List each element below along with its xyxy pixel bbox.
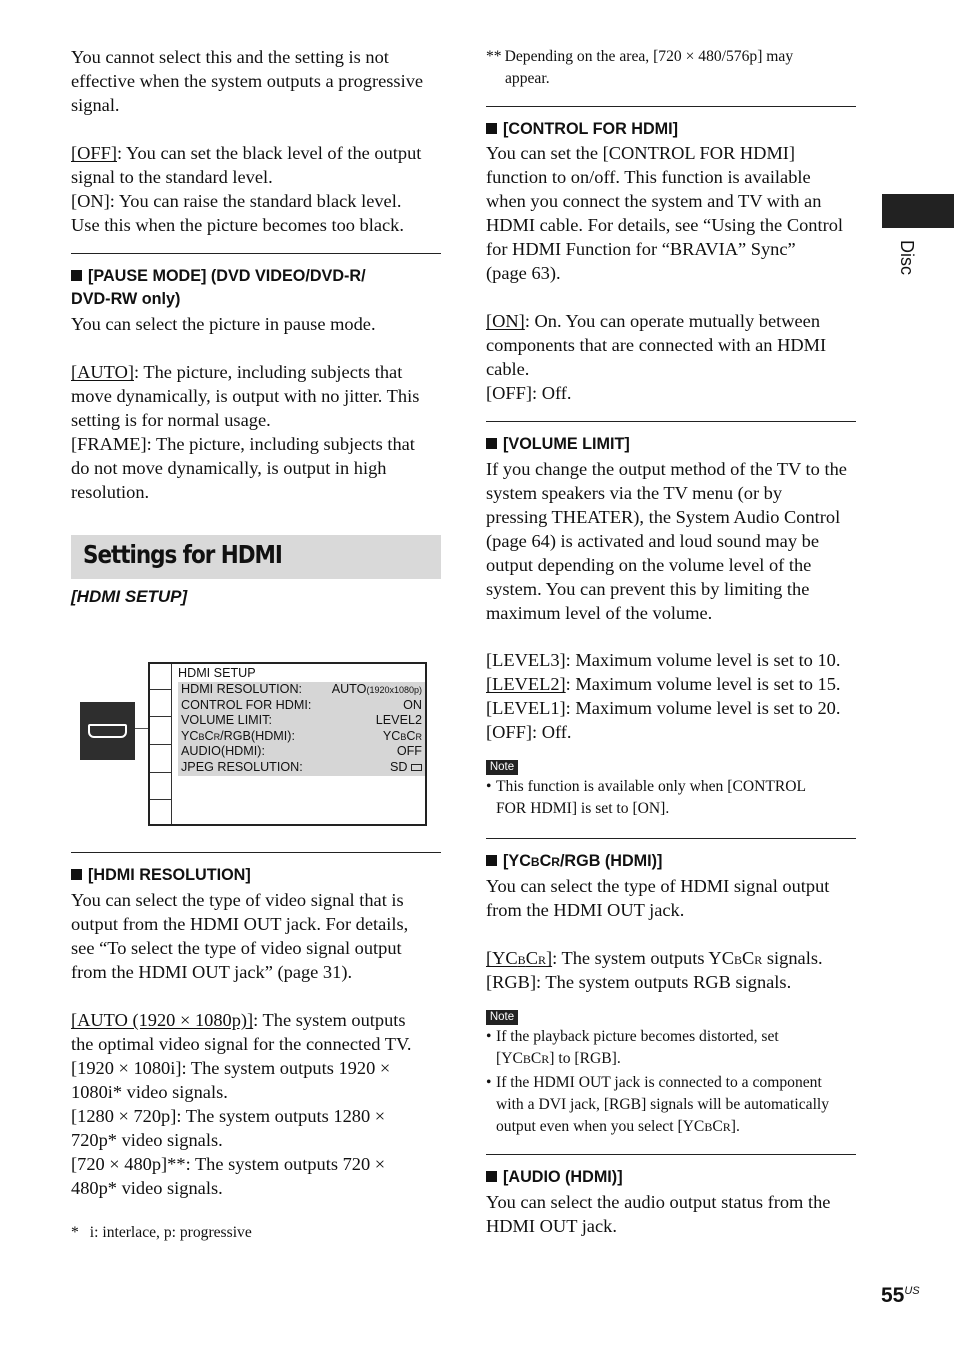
osd-strip-cell	[150, 716, 171, 717]
pause-frame-line-1: [FRAME]: The picture, including subjects that	[71, 434, 415, 454]
res-line-1: the optimal video signal for the connected TV.	[71, 1034, 412, 1054]
pause-heading-text: [PAUSE MODE] (DVD VIDEO/DVD-R/	[88, 267, 366, 285]
osd-label-part: C	[204, 728, 214, 743]
ycbcr-note-2-line-3	[486, 1116, 858, 1138]
page-suffix: US	[904, 1285, 920, 1297]
audio-heading-text: [AUDIO (HDMI)]	[503, 1168, 623, 1186]
res-auto-line	[71, 1008, 443, 1032]
note-part: C	[530, 1050, 542, 1067]
osd-value-sub: B	[400, 731, 407, 742]
footnote-area	[486, 46, 858, 68]
osd-row-value: LEVEL2	[375, 713, 422, 728]
osd-value-part: C	[406, 728, 416, 743]
note-sub: B	[704, 1120, 713, 1134]
pause-frame-line-2: do not move dynamically, is output in high	[71, 458, 387, 478]
volume-note-2: FOR HDMI] is set to [ON].	[496, 800, 670, 817]
black-off-text: : You can set the black level of the output	[117, 143, 422, 163]
osd-title: HDMI SETUP	[178, 666, 256, 680]
ycbcr-opt-sub: R	[537, 953, 546, 967]
res-desc-4: from the HDMI OUT jack” (page 31).	[71, 962, 353, 982]
divider	[71, 852, 441, 853]
pause-desc: You can select the picture in pause mode.	[71, 314, 376, 334]
volume-level2-line	[486, 672, 858, 696]
control-desc-4: HDMI cable. For details, see “Using the Control	[486, 215, 844, 235]
volume-desc-1: If you change the output method of the TV to the	[486, 459, 847, 479]
note-sub: R	[722, 1120, 731, 1134]
square-bullet-icon	[71, 270, 82, 281]
osd-label-part: /RGB(HDMI):	[220, 728, 295, 743]
square-bullet-icon	[486, 855, 497, 866]
osd-label-sub: R	[213, 731, 221, 742]
footnote-text: Depending on the area, [720 × 480/576p] may	[504, 48, 794, 65]
note-badge: Note	[486, 1010, 518, 1025]
hdmi-setup-osd	[148, 662, 427, 826]
ycbcr-head-part: C	[539, 852, 552, 870]
control-heading-text: [CONTROL FOR HDMI]	[503, 120, 679, 138]
audio-hdmi-heading	[486, 1166, 623, 1189]
note-part: output even when you select [YC	[496, 1118, 705, 1135]
ycbcr-option-line	[486, 946, 858, 972]
volume-desc-4: (page 64) is activated and loud sound may be	[486, 531, 819, 551]
ycbcr-opt-text: : The system outputs YC	[552, 948, 734, 968]
ycbcr-rgb-heading	[486, 850, 662, 874]
osd-value-part: YC	[382, 728, 401, 743]
note-sub: B	[522, 1052, 531, 1066]
osd-row-audio-hdmi	[178, 744, 425, 760]
ycbcr-opt-text-sub: B	[733, 953, 742, 967]
osd-row-value: OFF	[396, 744, 422, 759]
chapter-tab	[882, 194, 954, 228]
ycbcr-desc-2: from the HDMI OUT jack.	[486, 900, 685, 920]
section-title: Settings for HDMI	[83, 540, 282, 569]
divider	[486, 838, 856, 839]
note-badge: Note	[486, 760, 518, 775]
res-desc-2: output from the HDMI OUT jack. For details,	[71, 914, 409, 934]
ycbcr-head-part: [YC	[503, 852, 531, 870]
osd-row-value	[390, 760, 422, 776]
control-on-line-3: cable.	[486, 359, 530, 379]
osd-value-main: SD	[390, 759, 408, 774]
res-line-7: 480p* video signals.	[71, 1178, 223, 1198]
note-sub: R	[541, 1052, 550, 1066]
ycbcr-option	[486, 948, 552, 968]
screen-size-icon	[411, 764, 422, 771]
section-banner	[71, 535, 441, 579]
black-off-line-2: signal to the standard level.	[71, 167, 273, 187]
hdmi-resolution-heading-text: [HDMI RESOLUTION]	[88, 866, 251, 884]
volume-desc-2: system speakers via the TV menu (or by	[486, 483, 783, 503]
osd-row-jpeg-resolution	[178, 760, 425, 776]
osd-strip-cell	[150, 772, 171, 773]
note-part: [YC	[496, 1050, 523, 1067]
black-on-line-1: [ON]: You can raise the standard black level.	[71, 191, 402, 211]
osd-row-value	[383, 729, 422, 745]
page-number	[881, 1284, 920, 1308]
footnote-interlace	[71, 1222, 443, 1244]
volume-limit-heading	[486, 433, 630, 456]
ycbcr-head-sub: R	[551, 855, 560, 869]
pause-mode-heading-2: DVD-RW only)	[71, 290, 181, 308]
ycbcr-head-part: /RGB (HDMI)]	[559, 852, 663, 870]
pause-frame-line-3: resolution.	[71, 482, 150, 502]
osd-row-value: ON	[403, 697, 422, 712]
pause-auto-option: [AUTO]	[71, 362, 134, 382]
control-on-line	[486, 309, 858, 333]
res-line-6: [720 × 480p]**: The system outputs 720 ×	[71, 1154, 386, 1174]
osd-row-hdmi-resolution	[178, 682, 425, 698]
volume-desc-3: pressing THEATER), the System Audio Control	[486, 507, 841, 527]
black-off-line	[71, 141, 443, 165]
osd-strip-cell	[150, 799, 171, 800]
control-off-line: [OFF]: Off.	[486, 383, 572, 403]
section-subtitle: [HDMI SETUP]	[71, 587, 188, 606]
res-line-4: [1280 × 720p]: The system outputs 1280 ×	[71, 1106, 386, 1126]
footnote-area-2: appear.	[505, 70, 550, 87]
pause-auto-line-2: move dynamically, is output with no jitter. This	[71, 386, 420, 406]
intro-line-2: effective when the system outputs a progressive	[71, 71, 424, 91]
osd-row-label: CONTROL FOR HDMI:	[181, 697, 312, 712]
osd-strip-cell	[150, 689, 171, 690]
volume-level3: [LEVEL3]: Maximum volume level is set to 10.	[486, 650, 841, 670]
osd-strip-cell	[150, 744, 171, 745]
res-auto-text: : The system outputs	[253, 1010, 406, 1030]
osd-row-label	[181, 729, 295, 745]
ycbcr-opt-part: [YC	[486, 948, 518, 968]
footnote-mark: **	[486, 48, 502, 65]
volume-desc-6: system. You can prevent this by limiting the	[486, 579, 810, 599]
ycbcr-head-sub: B	[530, 855, 540, 869]
osd-row-volume-limit	[178, 713, 425, 729]
ycbcr-opt-part: C	[525, 948, 538, 968]
ycbcr-opt-text-sub: R	[754, 953, 763, 967]
square-bullet-icon	[71, 869, 82, 880]
osd-row-label: JPEG RESOLUTION:	[181, 759, 303, 774]
osd-row-control-for-hdmi	[178, 698, 425, 714]
square-bullet-icon	[486, 123, 497, 134]
osd-value-sub: R	[415, 731, 422, 742]
volume-level2-text: : Maximum volume level is set to 15.	[565, 674, 841, 694]
note-part: ].	[730, 1118, 740, 1135]
ycbcr-opt-text: signals.	[762, 948, 823, 968]
osd-menu	[178, 682, 425, 776]
control-on-option: [ON]	[486, 311, 525, 331]
osd-value-main: AUTO	[331, 682, 367, 696]
divider	[486, 106, 856, 107]
res-line-3: 1080i* video signals.	[71, 1082, 228, 1102]
footnote-mark: *	[71, 1224, 79, 1241]
ycbcr-note-2: • If the HDMI OUT jack is connected to a component	[486, 1072, 858, 1094]
osd-value-small: (1920x1080p)	[366, 685, 422, 695]
volume-level2-option: [LEVEL2]	[486, 674, 566, 694]
ycbcr-opt-text: C	[742, 948, 755, 968]
page-number-value: 55	[881, 1284, 905, 1307]
divider	[486, 1154, 856, 1155]
ycbcr-note-2-line-2: with a DVI jack, [RGB] signals will be automatically	[496, 1096, 830, 1113]
chapter-label: Disc	[897, 240, 917, 275]
volume-heading-text: [VOLUME LIMIT]	[503, 435, 630, 453]
osd-label-sub: B	[198, 731, 205, 742]
control-desc-1: You can set the [CONTROL FOR HDMI]	[486, 143, 796, 163]
divider	[486, 421, 856, 422]
ycbcr-note-1: • If the playback picture becomes distorted, set	[486, 1026, 858, 1048]
ycbcr-desc-1: You can select the type of HDMI signal output	[486, 876, 830, 896]
osd-icon-strip	[150, 664, 172, 824]
intro-line-1: You cannot select this and the setting is not	[71, 47, 389, 67]
divider	[71, 253, 441, 254]
ycbcr-note-1-line-2	[486, 1048, 858, 1070]
pause-auto-text: : The picture, including subjects that	[134, 362, 403, 382]
hdmi-port-icon	[88, 724, 127, 738]
osd-row-value	[332, 682, 422, 698]
black-off-option: [OFF]	[71, 143, 117, 163]
square-bullet-icon	[486, 438, 497, 449]
pause-mode-heading	[71, 265, 366, 288]
osd-row-label: VOLUME LIMIT:	[181, 713, 272, 728]
pause-auto-line-3: setting is for normal usage.	[71, 410, 271, 430]
ycbcr-opt-part: ]	[545, 948, 553, 968]
hdmi-setup-icon	[80, 702, 135, 760]
volume-off: [OFF]: Off.	[486, 722, 572, 742]
audio-desc-2: HDMI OUT jack.	[486, 1216, 617, 1236]
volume-level1: [LEVEL1]: Maximum volume level is set to 20.	[486, 698, 841, 718]
footnote-text: i: interlace, p: progressive	[89, 1224, 252, 1241]
osd-row-ycbcr-rgb	[178, 729, 425, 745]
volume-desc-7: maximum level of the volume.	[486, 603, 713, 623]
osd-label-part: YC	[181, 728, 199, 743]
pause-auto-line	[71, 360, 443, 384]
res-line-5: 720p* video signals.	[71, 1130, 223, 1150]
hdmi-resolution-heading	[71, 864, 251, 887]
control-on-text: : On. You can operate mutually between	[524, 311, 821, 331]
black-on-line-2: Use this when the picture becomes too black.	[71, 215, 404, 235]
rgb-option-line: [RGB]: The system outputs RGB signals.	[486, 972, 792, 992]
res-desc-3: see “To select the type of video signal output	[71, 938, 402, 958]
control-desc-6: (page 63).	[486, 263, 561, 283]
control-desc-5: for HDMI Function for “BRAVIA” Sync”	[486, 239, 796, 259]
audio-desc-1: You can select the audio output status from the	[486, 1192, 831, 1212]
volume-desc-5: output depending on the volume level of the	[486, 555, 812, 575]
control-desc-3: when you connect the system and TV with an	[486, 191, 822, 211]
volume-note-1: • This function is available only when [CONTROL	[486, 776, 858, 798]
note-part: ] to [RGB].	[549, 1050, 621, 1067]
note-part: C	[712, 1118, 723, 1135]
control-desc-2: function to on/off. This function is available	[486, 167, 811, 187]
intro-line-3: signal.	[71, 95, 120, 115]
ycbcr-opt-sub: B	[517, 953, 526, 967]
osd-row-label: HDMI RESOLUTION:	[181, 682, 303, 696]
square-bullet-icon	[486, 1171, 497, 1182]
res-line-2: [1920 × 1080i]: The system outputs 1920 ×	[71, 1058, 391, 1078]
res-desc-1: You can select the type of video signal that is	[71, 890, 404, 910]
osd-row-label: AUDIO(HDMI):	[181, 744, 265, 759]
res-auto-option: [AUTO (1920 × 1080p)]	[71, 1010, 254, 1030]
control-on-line-2: components that are connected with an HDMI	[486, 335, 827, 355]
control-for-hdmi-heading	[486, 118, 678, 141]
